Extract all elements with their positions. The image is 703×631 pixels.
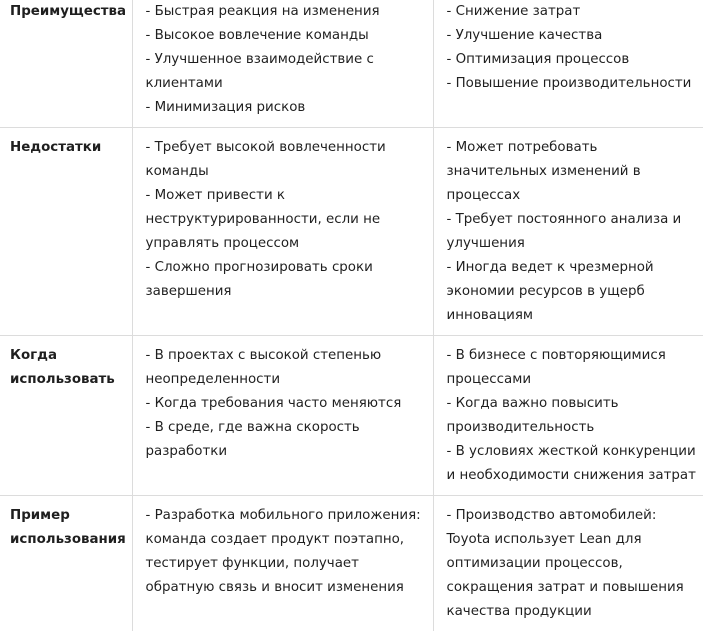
agile-advantages-cell <box>132 0 433 128</box>
table-row <box>0 0 703 128</box>
list-item: - Может потребовать значительных изменений в процессах <box>447 136 698 208</box>
table-row <box>0 496 703 631</box>
list-item: - В проектах с высокой степенью неопределенности <box>146 344 427 392</box>
list-item: - Иногда ведет к чрезмерной экономии ресурсов в ущерб инновациям <box>447 256 698 328</box>
row-header-example: Пример использования <box>0 496 132 631</box>
lean-when-to-use-cell <box>433 336 703 496</box>
list-item: - Минимизация рисков <box>146 96 427 120</box>
row-header-disadvantages: Недостатки <box>0 128 132 336</box>
list-item: - Разработка мобильного приложения: команда создает продукт поэтапно, тестирует функции, получает обратную связь и вносит изменения <box>146 504 427 600</box>
list-item: - Улучшение качества <box>447 24 698 48</box>
list-item: - Требует постоянного анализа и улучшения <box>447 208 698 256</box>
list-item: - Быстрая реакция на изменения <box>146 0 427 24</box>
table-row <box>0 128 703 336</box>
list-item: - Когда важно повысить производительность <box>447 392 698 440</box>
list-item: - Снижение затрат <box>447 0 698 24</box>
row-header-when-to-use: Когда использовать <box>0 336 132 496</box>
list-item: - Требует высокой вовлеченности команды <box>146 136 427 184</box>
agile-example-cell <box>132 496 433 631</box>
list-item: - Производство автомобилей: Toyota использует Lean для оптимизации процессов, сокращения затрат и повышения качества продукции <box>447 504 698 624</box>
list-item: - Сложно прогнозировать сроки завершения <box>146 256 427 304</box>
list-item: - Повышение производительности <box>447 72 698 96</box>
agile-disadvantages-cell <box>132 128 433 336</box>
list-item: - Может привести к неструктурированности, если не управлять процессом <box>146 184 427 256</box>
list-item: - В бизнесе с повторяющимися процессами <box>447 344 698 392</box>
list-item: - Улучшенное взаимодействие с клиентами <box>146 48 427 96</box>
list-item: - Когда требования часто меняются <box>146 392 427 416</box>
row-header-advantages: Преимущества <box>0 0 132 128</box>
table-row <box>0 336 703 496</box>
agile-when-to-use-cell <box>132 336 433 496</box>
lean-advantages-cell <box>433 0 703 128</box>
list-item: - В среде, где важна скорость разработки <box>146 416 427 464</box>
list-item: - Оптимизация процессов <box>447 48 698 72</box>
list-item: - В условиях жесткой конкуренции и необходимости снижения затрат <box>447 440 698 488</box>
lean-example-cell <box>433 496 703 631</box>
list-item: - Высокое вовлечение команды <box>146 24 427 48</box>
lean-disadvantages-cell <box>433 128 703 336</box>
